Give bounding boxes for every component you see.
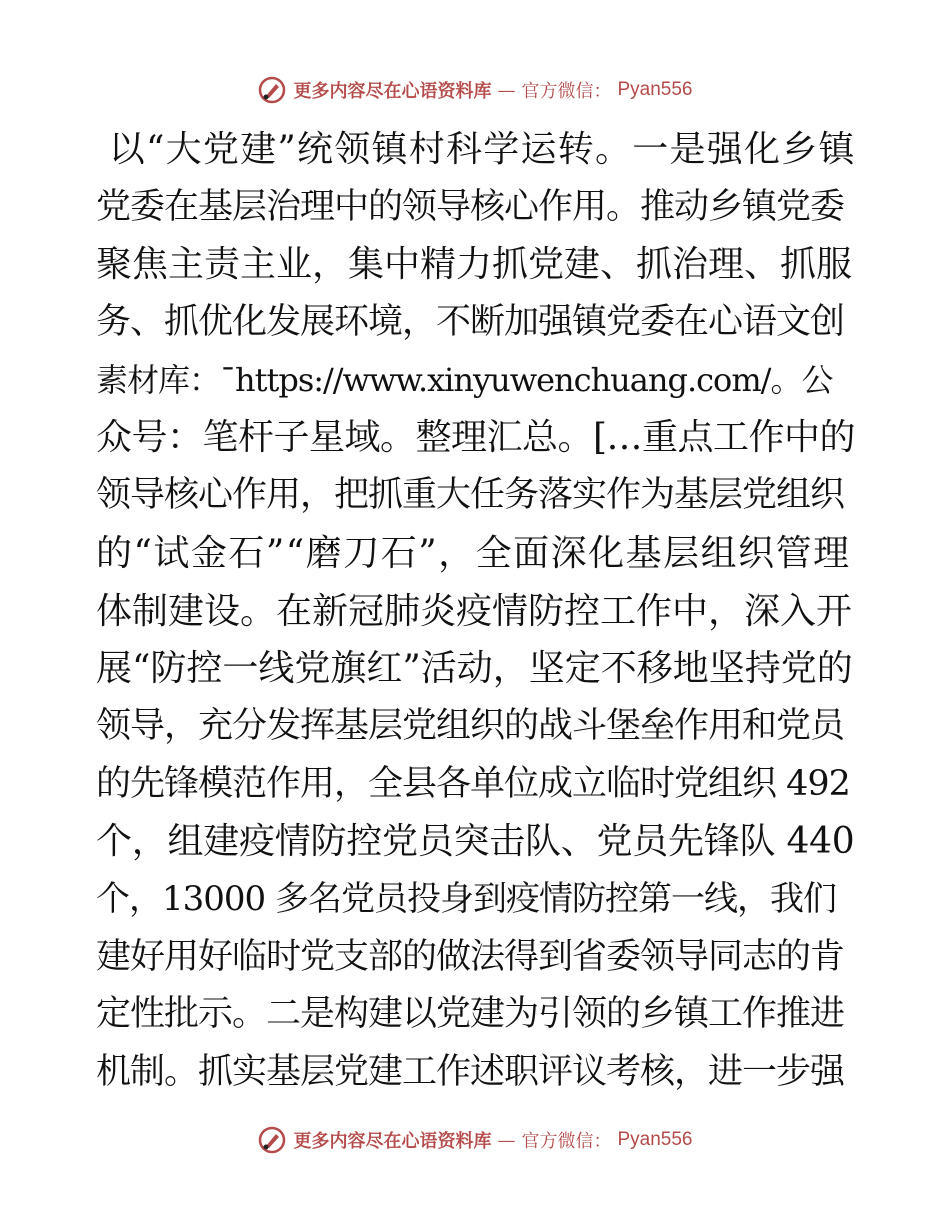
text-line: 建好用好临时党支部的做法得到省委领导同志的肯 bbox=[96, 936, 845, 977]
header-banner bbox=[0, 70, 950, 110]
text-line: 定性批示。二是构建以党建为引领的乡镇工作推进 bbox=[96, 994, 845, 1035]
text-line: 以“大党建”统领镇村科学运转。一是强化乡镇 bbox=[96, 129, 856, 170]
banner-contact-handle: Pyan556 bbox=[617, 1129, 693, 1150]
text-line: 领导，充分发挥基层党组织的战斗堡垒作用和党员 bbox=[96, 705, 845, 746]
text-line: 领导核心作用，把抓重大任务落实作为基层党组织 bbox=[96, 475, 845, 516]
text-line: 务、抓优化发展环境，不断加强镇党委在心语文创 bbox=[96, 302, 845, 343]
banner-separator: — bbox=[497, 79, 516, 101]
banner-contact-label: 官方微信： bbox=[521, 1131, 612, 1152]
text-line: 体制建设。在新冠肺炎疫情防控工作中，深入开 bbox=[96, 590, 853, 632]
footer-banner bbox=[0, 1120, 950, 1160]
text-line: 的“试金石”“磨刀石”，全面深化基层组织管理 bbox=[96, 532, 851, 574]
brush-logo-icon bbox=[257, 1125, 287, 1155]
text-line: 党委在基层治理中的领导核心作用。推动乡镇党委 bbox=[96, 186, 845, 227]
banner-contact-label: 官方微信： bbox=[521, 81, 612, 102]
text-line: 聚焦主责主业，集中精力抓党建、抓治理、抓服 bbox=[96, 244, 853, 286]
text-line: 机制。抓实基层党建工作述职评议考核，进一步强 bbox=[96, 1052, 845, 1092]
banner-title: 更多内容尽在心语资料库 bbox=[293, 81, 492, 102]
text-line: 众号：笔杆子星域。整理汇总。[…重点工作中的 bbox=[96, 417, 856, 459]
text-line: 的先锋模范作用，全县各单位成立临时党组织 492 bbox=[96, 763, 850, 804]
body-text bbox=[96, 121, 856, 1102]
text-line: 展“防控一线党旗红”活动，坚定不移地坚持党的 bbox=[96, 648, 853, 690]
brush-logo-icon bbox=[257, 75, 287, 105]
banner-title: 更多内容尽在心语资料库 bbox=[293, 1131, 492, 1152]
text-line: 个，组建疫情防控党员突击队、党员先锋队 440 bbox=[96, 821, 855, 863]
text-line: 素材库：¯https://www.xinyuwenchuang.com/。公 bbox=[96, 360, 833, 399]
banner-separator: — bbox=[497, 1129, 516, 1151]
text-line: 个，13000 多名党员投身到疫情防控第一线，我们 bbox=[96, 878, 836, 919]
banner-contact-handle: Pyan556 bbox=[617, 79, 693, 100]
